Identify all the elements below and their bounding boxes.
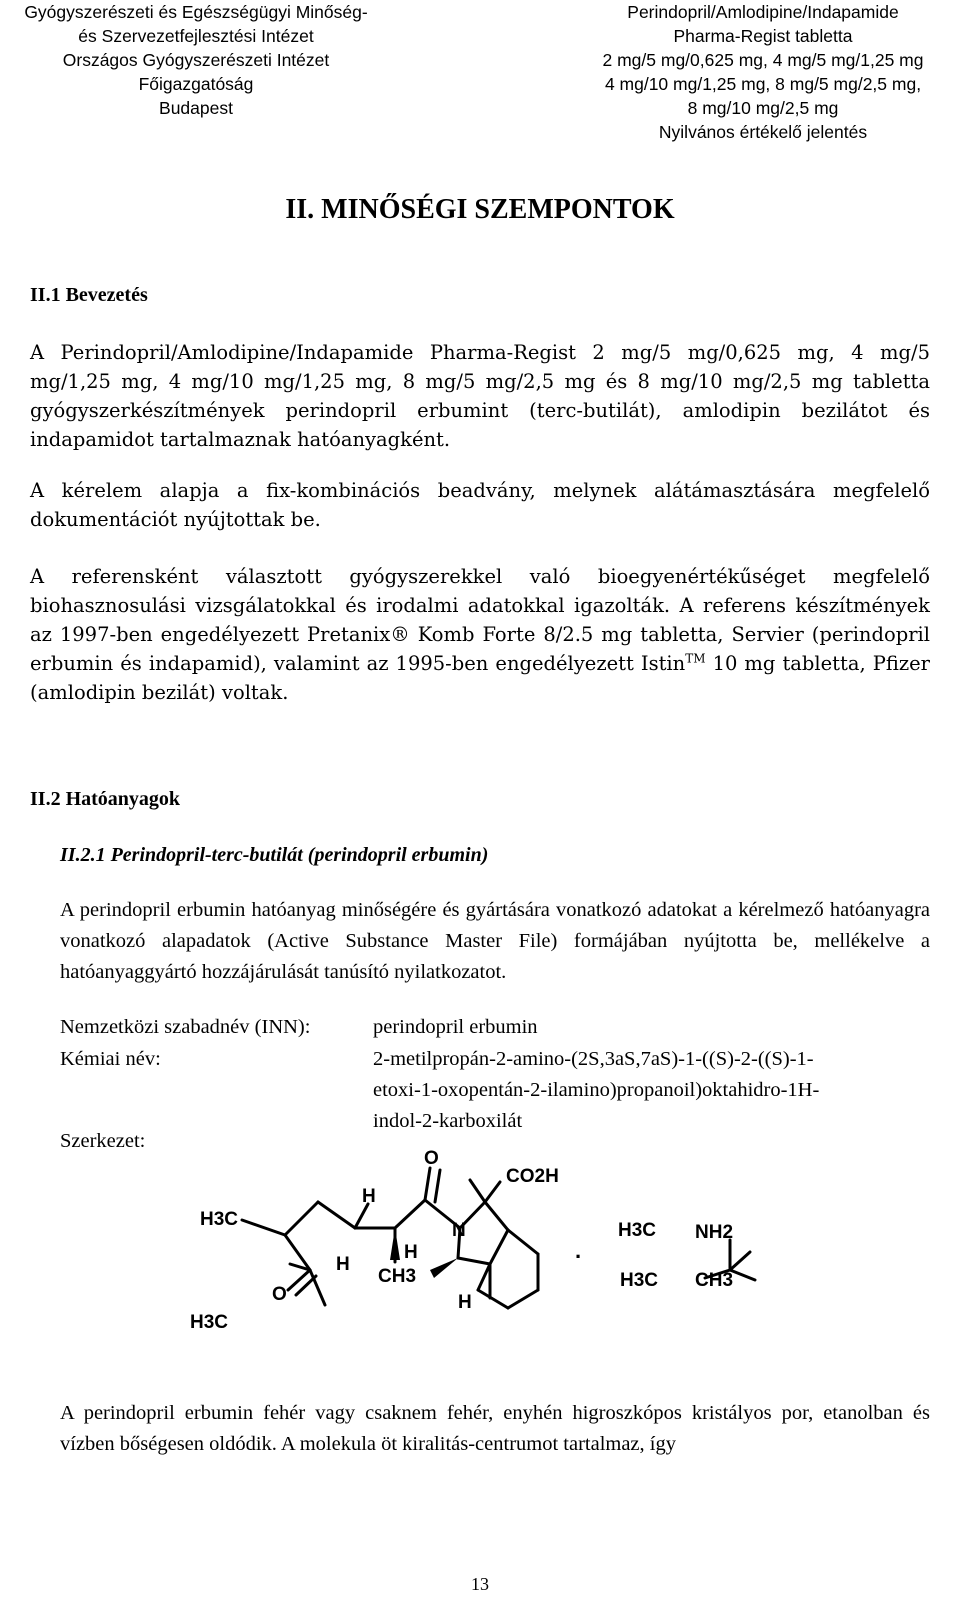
atom-label: H3C — [620, 1270, 659, 1291]
bond — [508, 1230, 538, 1254]
atom-label: CO2H — [506, 1166, 559, 1187]
atom-label: CH3 — [378, 1266, 417, 1287]
active-paragraph-2: A perindopril erbumin fehér vagy csaknem fehér, enyhén higroszkópos kristályos por, etanolban és vízben bőségesen oldódik. A molekula öt kiralitás-centrumot tartalmaz, így — [60, 1402, 930, 1455]
salt-separator: . — [575, 1238, 582, 1263]
bond — [478, 1264, 490, 1290]
bond — [242, 1220, 285, 1235]
atom-label: N — [452, 1220, 466, 1241]
header-right-line: 2 mg/5 mg/0,625 mg, 4 mg/5 mg/1,25 mg — [602, 50, 924, 70]
inn-value-text: perindopril erbumin — [373, 1016, 538, 1038]
intro-paragraph-2: A kérelem alapja a fix-kombinációs beadvány, melynek alátámasztására megfelelő dokumentációt nyújtottak be. — [30, 479, 930, 531]
chem-value — [373, 1044, 913, 1137]
header-left-line: Főigazgatóság — [138, 74, 254, 94]
bond — [395, 1200, 425, 1228]
header-right-block — [578, 0, 948, 144]
active-heading: II.2 Hatóanyagok — [30, 788, 181, 810]
section-title: II. MINŐSÉGI SZEMPONTOK — [285, 194, 675, 225]
trademark-superscript: TM — [685, 651, 706, 666]
intro-paragraph-1: A Perindopril/Amlodipine/Indapamide Pharma-Regist 2 mg/5 mg/0,625 mg, 4 mg/5 mg/1,25 mg, 4 mg/10 mg/1,25 mg, 8 mg/5 mg/2,5 mg és 8 mg/10 mg/2,5 mg tabletta gyógyszerkészítmények perindopril erbumint (terc-butilát), amlodipin bezilátot és indapamidot tartalmaznak hatóanyagként. — [30, 341, 930, 451]
bond — [478, 1290, 508, 1308]
bond — [318, 1202, 355, 1228]
bond — [425, 1168, 430, 1200]
page-number: 13 — [471, 1574, 489, 1594]
header-left-line: és Szervezetfejlesztési Intézet — [78, 26, 314, 46]
atom-label: NH2 — [695, 1222, 734, 1243]
header-left-line: Gyógyszerészeti és Egészségügyi Minőség- — [24, 2, 368, 22]
atom-label: H — [336, 1254, 350, 1275]
bond — [288, 1270, 310, 1290]
atom-label: H3C — [200, 1209, 239, 1230]
chem-label: Kémiai név: — [60, 1048, 161, 1070]
structure-label: Szerkezet: — [60, 1130, 146, 1152]
bond — [458, 1258, 490, 1264]
intro-paragraph-3-end: 10 mg tabletta, Pfizer (amlodipin bezilát) voltak. — [30, 652, 930, 704]
atom-label: H — [362, 1186, 376, 1207]
atom-label: H — [404, 1242, 418, 1263]
bond — [355, 1204, 368, 1228]
stereo-wedge — [430, 1258, 458, 1278]
bond — [470, 1180, 485, 1202]
chem-line: 2-metilpropán-2-amino-(2S,3aS,7aS)-1-((S)-2-((S)-1- — [373, 1048, 814, 1070]
chemical-structure — [190, 1140, 910, 1380]
intro-paragraph-3 — [30, 562, 930, 707]
atom-label: H — [458, 1292, 472, 1313]
bond — [508, 1290, 538, 1308]
atom-label: O — [272, 1284, 287, 1305]
bond — [285, 1202, 318, 1235]
bond — [730, 1270, 755, 1280]
header-left-line: Budapest — [159, 98, 233, 118]
atom-label: CH3 — [695, 1270, 734, 1291]
header-right-line: Perindopril/Amlodipine/Indapamide — [627, 2, 899, 22]
bond — [485, 1182, 500, 1202]
stereo-wedge — [390, 1228, 400, 1260]
inn-label: Nemzetközi szabadnév (INN): — [60, 1016, 311, 1038]
bond — [730, 1252, 750, 1270]
header-right-line: 4 mg/10 mg/1,25 mg, 8 mg/5 mg/2,5 mg, — [604, 74, 922, 94]
atom-label: H3C — [618, 1220, 657, 1241]
header-left-block — [0, 0, 392, 120]
inn-value — [373, 1012, 913, 1043]
header-right-line: Pharma-Regist tabletta — [673, 26, 853, 46]
header-left-line: Országos Gyógyszerészeti Intézet — [62, 50, 330, 70]
bond — [485, 1202, 508, 1230]
atom-label: H3C — [190, 1312, 229, 1333]
header-right-line: 8 mg/10 mg/2,5 mg — [687, 98, 839, 118]
bond — [490, 1230, 508, 1264]
atom-label: O — [424, 1148, 439, 1169]
active-sub-heading: II.2.1 Perindopril-terc-butilát (perindopril erbumin) — [60, 844, 489, 866]
chem-line: etoxi-1-oxopentán-2-ilamino)propanoil)oktahidro-1H- — [373, 1079, 820, 1101]
intro-heading: II.1 Bevezetés — [30, 284, 148, 306]
structure-drawing — [190, 1140, 910, 1380]
bond — [310, 1270, 325, 1305]
active-paragraph-1: A perindopril erbumin hatóanyag minőségére és gyártására vonatkozó adatokat a kérelmező hatóanyagra vonatkozó alapadatok (Active Substance Master File) formájában nyújtotta be, mellékelve a hatóanyaggyártó hozzájárulását tanúsító nyilatkozatot. — [60, 899, 930, 983]
chem-line: indol-2-karboxilát — [373, 1110, 523, 1132]
header-right-line: Nyilvános értékelő jelentés — [658, 122, 868, 142]
intro-paragraph-3-text: A referensként választott gyógyszerekkel való bioegyenértékűséget megfelelő biohasznosulási vizsgálatokkal és irodalmi adatokkal igazolták. A referens készítmények az 1997-ben engedélyezett Pretanix® Komb Forte 8/2.5 mg tabletta, Servier (perindopril erbumin és indapamid), valamint az 1995-ben engedélyezett Istin — [30, 565, 930, 675]
bond — [435, 1170, 440, 1202]
